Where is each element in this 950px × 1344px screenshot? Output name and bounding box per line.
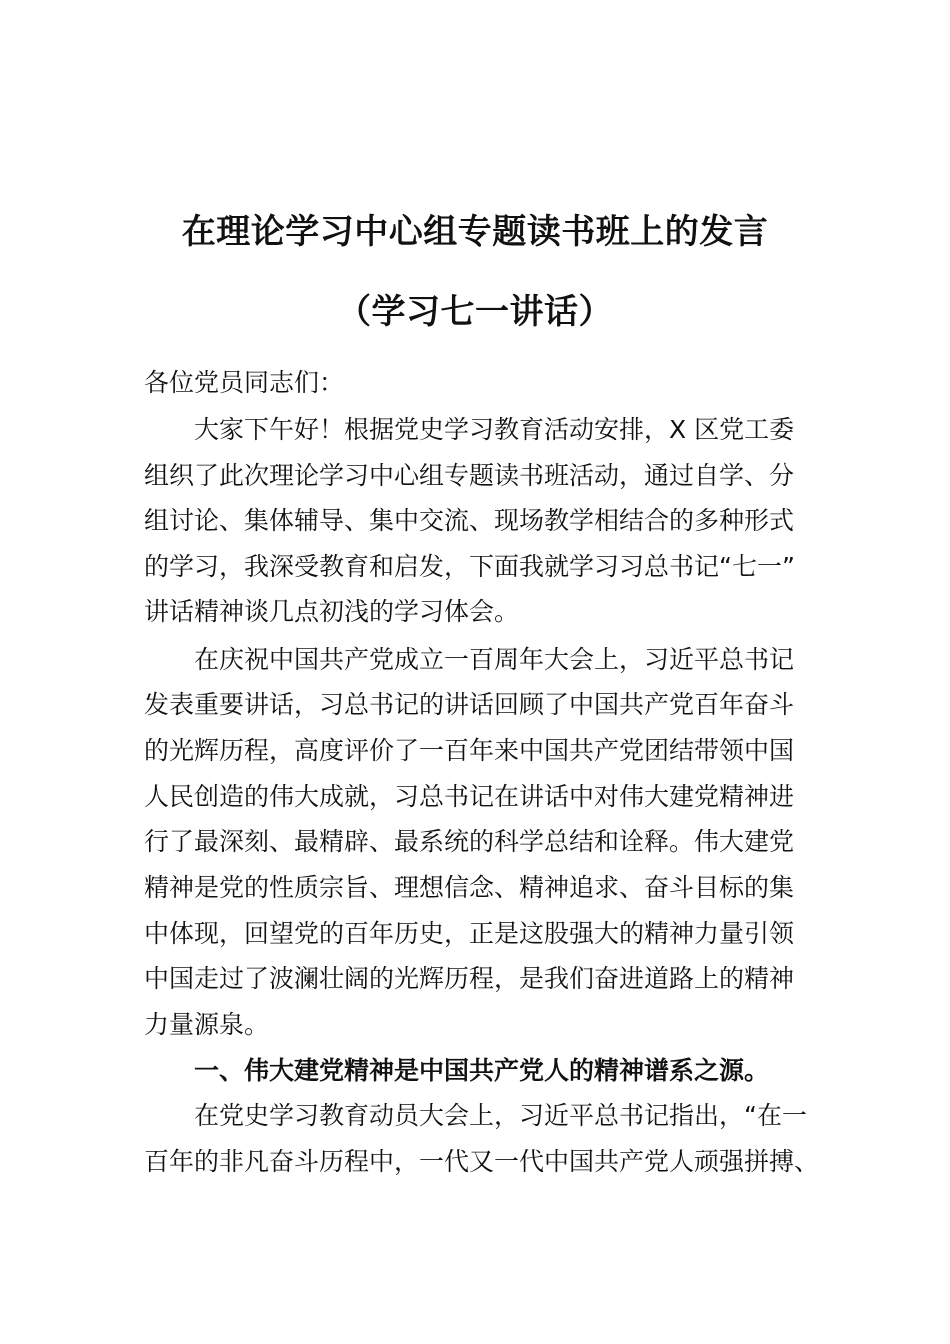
document-subtitle: （学习七一讲话）	[337, 292, 613, 332]
body-line: 中国走过了波澜壮阔的光辉历程，是我们奋进道路上的精神	[144, 964, 795, 993]
body-line: 的光辉历程，高度评价了一百年来中国共产党团结带领中国	[144, 736, 795, 765]
body-line: 百年的非凡奋斗历程中，一代又一代中国共产党人顽强拼搏、	[144, 1147, 820, 1176]
body-line: 在庆祝中国共产党成立一百周年大会上，习近平总书记	[194, 645, 795, 674]
body-line: 的学习，我深受教育和启发，下面我就学习习总书记“七一”	[144, 552, 795, 581]
salutation: 各位党员同志们：	[144, 368, 345, 397]
body-line: 行了最深刻、最精辟、最系统的科学总结和诠释。伟大建党	[144, 827, 795, 856]
body-line: 大家下午好！根据党史学习教育活动安排，X 区党工委	[194, 415, 795, 444]
body-line: 讲话精神谈几点初浅的学习体会。	[144, 597, 520, 626]
body-line: 人民创造的伟大成就，习总书记在讲话中对伟大建党精神进	[144, 782, 795, 811]
body-line: 精神是党的性质宗旨、理想信念、精神追求、奋斗目标的集	[144, 873, 795, 902]
body-line: 力量源泉。	[144, 1010, 270, 1039]
body-line: 发表重要讲话，习总书记的讲话回顾了中国共产党百年奋斗	[144, 690, 795, 719]
document-title: 在理论学习中心组专题读书班上的发言	[181, 212, 769, 252]
body-line: 组织了此次理论学习中心组专题读书班活动，通过自学、分	[144, 461, 795, 490]
section-heading: 一、伟大建党精神是中国共产党人的精神谱系之源。	[194, 1056, 770, 1085]
body-line: 组讨论、集体辅导、集中交流、现场教学相结合的多种形式	[144, 506, 795, 535]
body-line: 在党史学习教育动员大会上，习近平总书记指出，“在一	[194, 1101, 807, 1130]
body-line: 中体现，回望党的百年历史，正是这股强大的精神力量引领	[144, 919, 795, 948]
